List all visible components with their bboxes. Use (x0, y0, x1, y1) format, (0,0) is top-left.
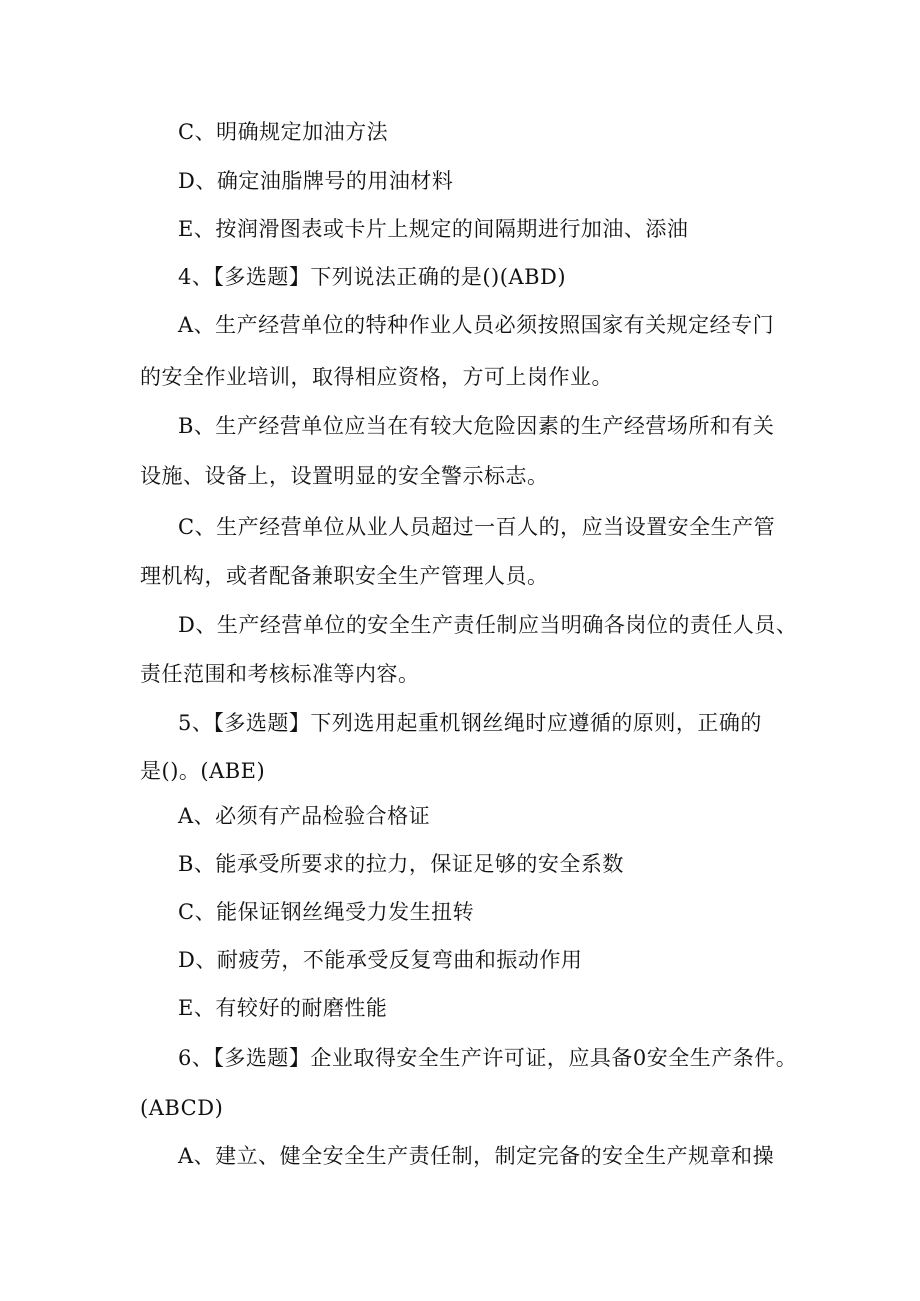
option-d-q5: D、耐疲劳，不能承受反复弯曲和振动作用 (178, 948, 583, 972)
question-5: 5、【多选题】下列选用起重机钢丝绳时应遵循的原则，正确的 (178, 711, 762, 735)
option-c-q4-continued: 理机构，或者配备兼职安全生产管理人员。 (140, 564, 549, 588)
option-e-q5: E、有较好的耐磨性能 (178, 996, 388, 1020)
option-c-q4: C、生产经营单位从业人员超过一百人的，应当设置安全生产管 (178, 515, 776, 539)
option-b-q4-continued: 设施、设备上，设置明显的安全警示标志。 (140, 464, 549, 488)
option-c-q3: C、明确规定加油方法 (178, 120, 389, 144)
option-b-q5: B、能承受所要求的拉力，保证足够的安全系数 (178, 852, 624, 876)
option-d-q3: D、确定油脂牌号的用油材料 (178, 169, 454, 193)
option-d-q4: D、生产经营单位的安全生产责任制应当明确各岗位的责任人员、 (178, 613, 798, 637)
question-6: 6、【多选题】企业取得安全生产许可证，应具备0安全生产条件。 (178, 1046, 798, 1070)
option-a-q5: A、必须有产品检验合格证 (178, 804, 431, 828)
question-5-continued: 是()。(ABE) (140, 759, 266, 783)
option-b-q4: B、生产经营单位应当在有较大危险因素的生产经营场所和有关 (178, 414, 775, 438)
option-a-q4-continued: 的安全作业培训，取得相应资格，方可上岗作业。 (140, 365, 613, 389)
question-6-continued: (ABCD) (140, 1096, 224, 1120)
option-a-q4: A、生产经营单位的特种作业人员必须按照国家有关规定经专门 (178, 313, 775, 337)
question-4: 4、【多选题】下列说法正确的是()(ABD) (178, 265, 567, 289)
option-e-q3: E、按润滑图表或卡片上规定的间隔期进行加油、添油 (178, 217, 689, 241)
option-a-q6: A、建立、健全安全生产责任制，制定完备的安全生产规章和操 (178, 1144, 775, 1168)
option-d-q4-continued: 责任范围和考核标准等内容。 (140, 662, 420, 686)
option-c-q5: C、能保证钢丝绳受力发生扭转 (178, 900, 475, 924)
